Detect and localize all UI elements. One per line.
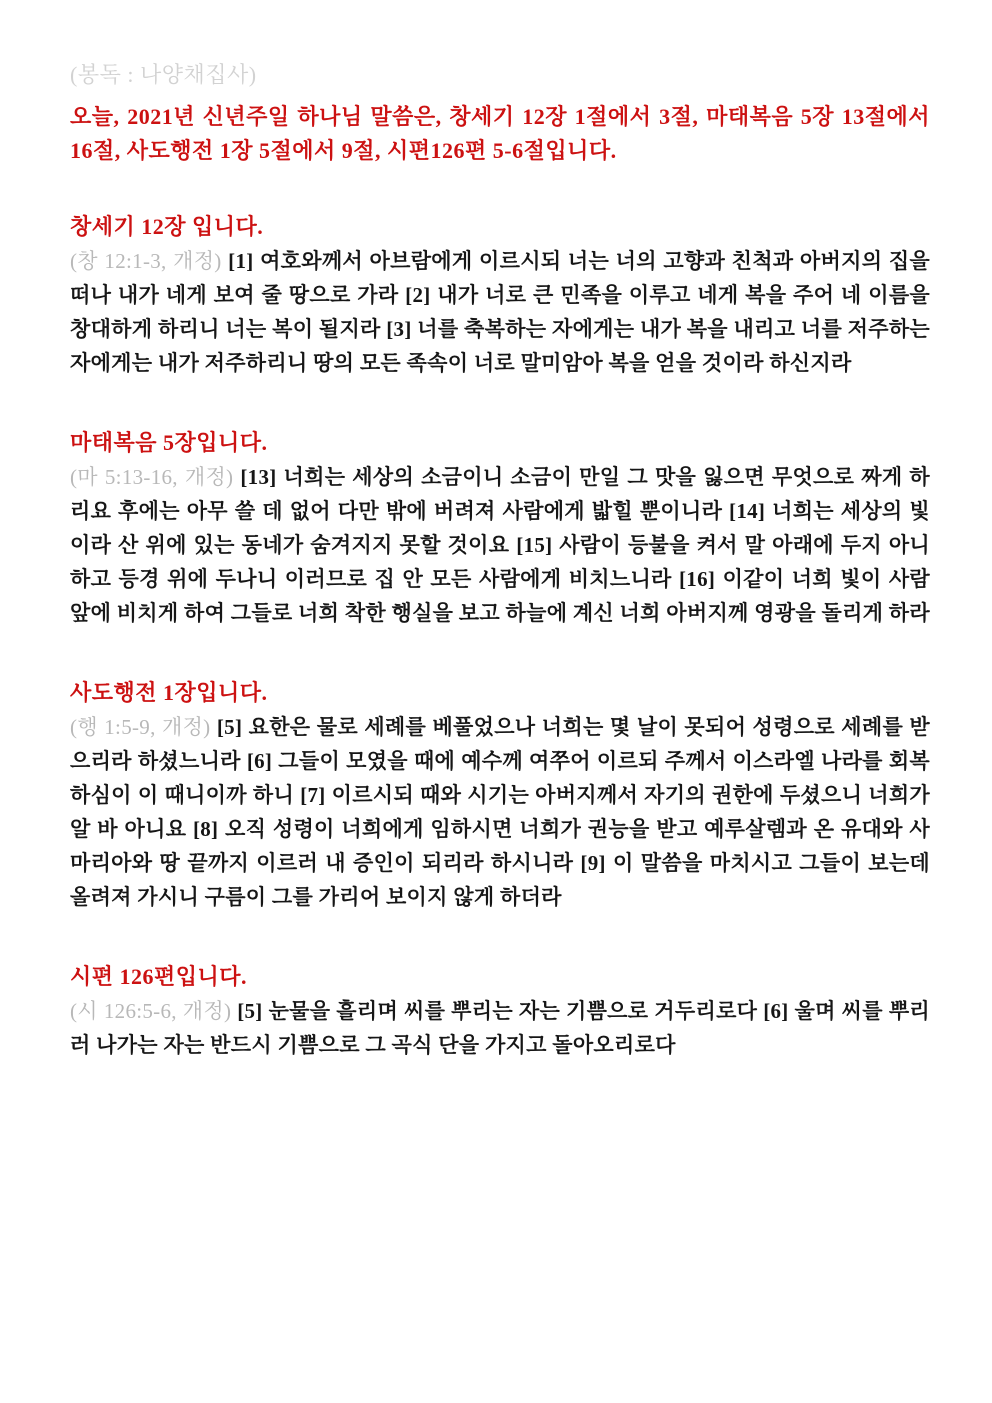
section-body (70, 244, 930, 380)
verse-text: [5] 요한은 물로 세례를 베풀었으나 너희는 몇 날이 못되어 성령으로 세례를 받으리라 하셨느니라 [6] 그들이 모였을 때에 예수께 여쭈어 이르되 주께서 이스라엘 나라를 회복하심이 이 때니이까 하니 [7] 이르시되 때와 시기는 아버지께서 자기의 권한에 두셨으니 너희가 알 바 아니요 [8] 오직 성령이 너희에게 임하시면 너희가 권능을 받고 예루살렘과 온 유대와 사마리아와 땅 끝까지 이르러 내 증인이 되리라 하시니라 [9] 이 말씀을 마치시고 그들이 보는데 올려져 가시니 구름이 그를 가리어 보이지 않게 하더라 (70, 715, 930, 909)
section-heading: 시편 126편입니다. (70, 964, 248, 989)
scripture-intro: 오늘, 2021년 신년주일 하나님 말씀은, 창세기 12장 1절에서 3절, 마태복음 5장 13절에서 16절, 사도행전 1장 5절에서 9절, 시편126편 5-6절입니다. (70, 104, 930, 163)
verse-reference: (행 1:5-9, 개정) (70, 715, 211, 739)
verse-reference: (마 5:13-16, 개정) (70, 465, 234, 489)
verse-reference: (창 12:1-3, 개정) (70, 249, 222, 273)
section-heading: 마태복음 5장입니다. (70, 430, 268, 455)
reader-note: (봉독 : 나양채집사) (70, 62, 257, 87)
scripture-section-genesis (70, 210, 930, 380)
section-body (70, 460, 930, 630)
verse-text: [5] 눈물을 흘리며 씨를 뿌리는 자는 기쁨으로 거두리로다 [6] 울며 씨를 뿌리러 나가는 자는 반드시 기쁨으로 그 곡식 단을 가지고 돌아오리로다 (70, 999, 930, 1057)
scripture-section-psalms (70, 960, 930, 1062)
verse-reference: (시 126:5-6, 개정) (70, 999, 232, 1023)
section-heading: 창세기 12장 입니다. (70, 214, 264, 239)
scripture-section-matthew (70, 426, 930, 630)
verse-text: [1] 여호와께서 아브람에게 이르시되 너는 너의 고향과 친척과 아버지의 집을 떠나 내가 네게 보여 줄 땅으로 가라 [2] 내가 너로 큰 민족을 이루고 네게 복을 주어 네 이름을 창대하게 하리니 너는 복이 될지라 [3] 너를 축복하는 자에게는 내가 복을 내리고 너를 저주하는 자에게는 내가 저주하리니 땅의 모든 족속이 너로 말미암아 복을 얻을 것이라 하신지라 (70, 249, 930, 375)
section-body (70, 710, 930, 914)
section-heading: 사도행전 1장입니다. (70, 680, 268, 705)
section-body (70, 994, 930, 1062)
verse-text: [13] 너희는 세상의 소금이니 소금이 만일 그 맛을 잃으면 무엇으로 짜게 하리요 후에는 아무 쓸 데 없어 다만 밖에 버려져 사람에게 밟힐 뿐이니라 [14] 너희는 세상의 빛이라 산 위에 있는 동네가 숨겨지지 못할 것이요 [15] 사람이 등불을 켜서 말 아래에 두지 아니하고 등경 위에 두나니 이러므로 집 안 모든 사람에게 비치느니라 [16] 이같이 너희 빛이 사람 앞에 비치게 하여 그들로 너희 착한 행실을 보고 하늘에 계신 너희 아버지께 영광을 돌리게 하라 (70, 465, 930, 625)
scripture-section-acts (70, 676, 930, 914)
